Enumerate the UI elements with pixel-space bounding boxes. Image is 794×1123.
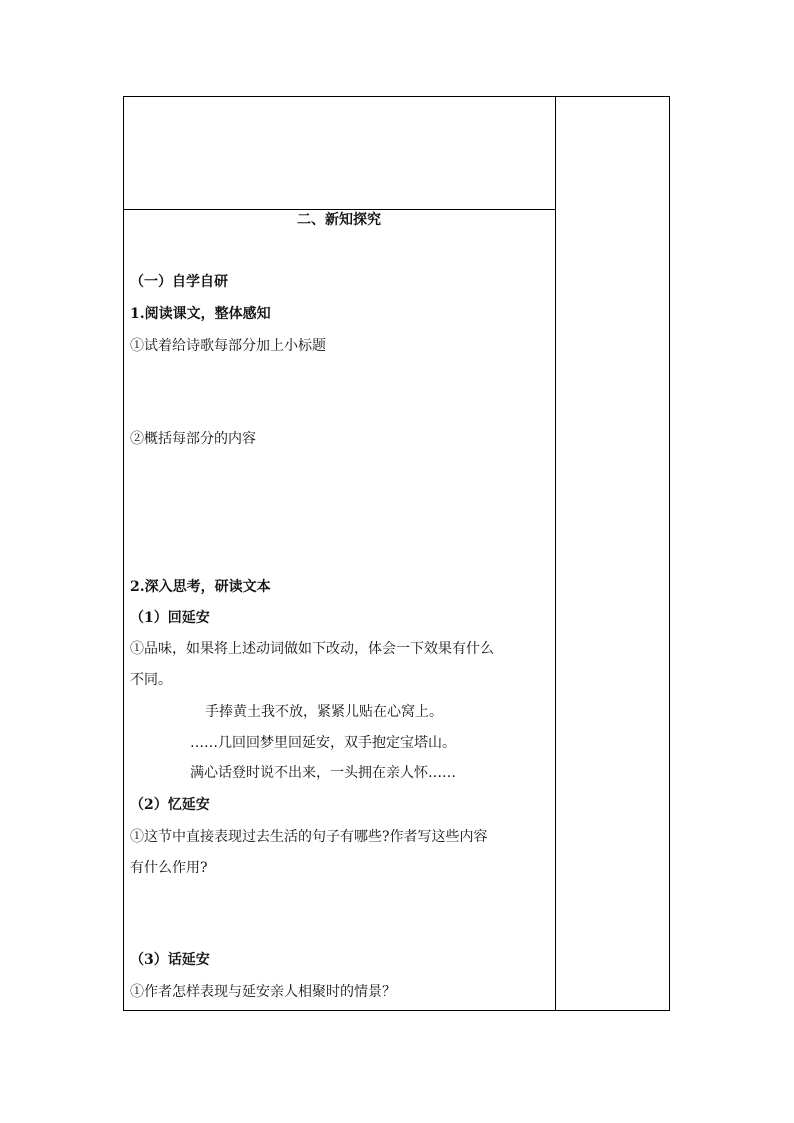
self-study-heading: （一）自学自研 bbox=[130, 274, 228, 290]
question-1-item-2: ②概括每部分的内容 bbox=[130, 431, 256, 447]
subsection-3-heading: （3）话延安 bbox=[130, 952, 210, 968]
subsection-2-question-line-1: ①这节中直接表现过去生活的句子有哪些?作者写这些内容 bbox=[130, 829, 488, 845]
question-2-title: 2.深入思考，研读文本 bbox=[130, 579, 271, 595]
question-1-title: 1.阅读课文，整体感知 bbox=[130, 306, 271, 322]
verse-line-1: 手捧黄土我不放，紧紧儿贴在心窝上。 bbox=[205, 704, 443, 720]
table-row-divider bbox=[123, 209, 556, 210]
subsection-1-heading: （1）回延安 bbox=[130, 610, 210, 626]
verse-line-2: ……几回回梦里回延安，双手抱定宝塔山。 bbox=[190, 735, 456, 751]
subsection-1-question-line-2: 不同。 bbox=[130, 672, 172, 688]
section-title: 二、新知探究 bbox=[297, 212, 381, 228]
subsection-1-question-line-1: ①品味，如果将上述动词做如下改动，体会一下效果有什么 bbox=[130, 641, 494, 657]
subsection-2-heading: （2）忆延安 bbox=[130, 797, 210, 813]
table-column-divider bbox=[555, 96, 556, 1011]
subsection-2-question-line-2: 有什么作用? bbox=[130, 860, 208, 876]
subsection-3-question-line-1: ①作者怎样表现与延安亲人相聚时的情景？ bbox=[130, 984, 396, 1000]
verse-line-3: 满心话登时说不出来，一头拥在亲人怀…… bbox=[190, 765, 456, 781]
question-1-item-1: ①试着给诗歌每部分加上小标题 bbox=[130, 338, 326, 354]
